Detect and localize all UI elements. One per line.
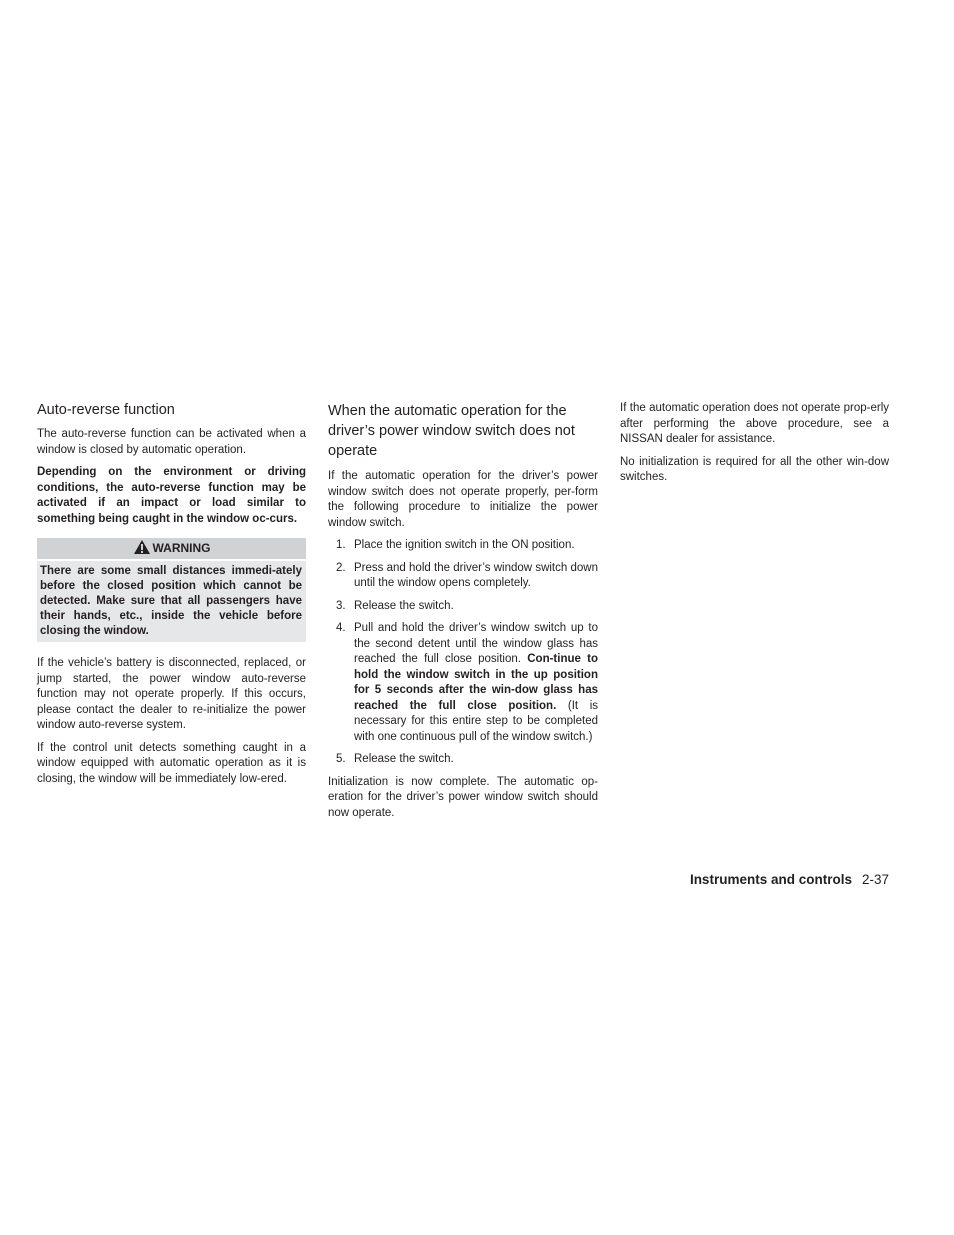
paragraph: If the control unit detects something caught in a window equipped with automatic operation as it is closing, the window will be immediately low-ered. <box>37 741 306 785</box>
list-item <box>328 752 598 768</box>
step-text: Release the switch. <box>354 599 454 612</box>
step-text: Place the ignition switch in the ON position. <box>354 539 575 551</box>
paragraph: Initialization is now complete. The automatic op-eration for the driver’s power window switch should now operate. <box>328 775 598 819</box>
page-footer <box>690 871 889 889</box>
step-number: 3. <box>336 599 346 612</box>
paragraph: No initialization is required for all the other win-dow switches. <box>620 455 889 483</box>
procedure-steps <box>328 538 598 768</box>
step-number: 2. <box>336 561 346 574</box>
paragraph: If the automatic operation does not operate prop-erly after performing the above procedure, see a NISSAN dealer for assistance. <box>620 402 889 445</box>
warning-box <box>37 538 306 642</box>
list-item <box>328 621 598 745</box>
list-item <box>328 538 598 554</box>
paragraph: The auto-reverse function can be activated when a window is closed by automatic operation. <box>37 428 306 456</box>
warning-header <box>37 538 306 559</box>
page-number: 2-37 <box>861 872 889 887</box>
list-item <box>328 561 598 592</box>
step-text: Release the switch. <box>354 753 454 765</box>
step-text: Pull and hold the driver’s window switch up to the second detent until the window glass has reached the full close position. <box>354 622 598 665</box>
warning-label: WARNING <box>152 541 211 555</box>
step-number: 4. <box>336 622 346 634</box>
column-middle <box>328 401 598 828</box>
footer-section-title: Instruments and controls <box>689 872 852 887</box>
paragraph: If the vehicle’s battery is disconnected, replaced, or jump started, the power window auto-reverse function may not operate properly. If this occurs, please contact the dealer to re-initialize the power window auto-reverse system. <box>37 657 306 731</box>
step-number: 5. <box>336 753 346 765</box>
section-heading-auto-reverse: Auto-reverse function <box>37 402 175 418</box>
column-left <box>37 401 306 794</box>
column-right <box>620 401 889 493</box>
step-text-note: (It is necessary for this entire step to be completed with one continuous pull of the window switch.) <box>354 699 599 743</box>
section-heading-initialize: When the automatic operation for the driver’s power window switch does not operate <box>328 403 575 459</box>
list-item <box>328 599 598 615</box>
warning-triangle-icon <box>133 539 151 562</box>
step-text: Press and hold the driver’s window switch down until the window opens completely. <box>354 561 598 589</box>
step-number: 1. <box>336 539 346 551</box>
warning-text: There are some small distances immedi-ately before the closed position which cannot be detected. Make sure that all passengers have their hands, etc., inside the vehicle before closing the window. <box>37 561 306 642</box>
paragraph: If the automatic operation for the driver’s power window switch does not operate properly, per-form the following procedure to initialize the power window switch. <box>328 470 598 529</box>
step-text-bold: Con-tinue to hold the window switch in the up position for 5 seconds after the win-dow glass has reached the full close position. <box>354 653 599 712</box>
bold-paragraph: Depending on the environment or driving conditions, the auto-reverse function may be activated if an impact or load similar to something being caught in the window oc-curs. <box>37 466 306 525</box>
